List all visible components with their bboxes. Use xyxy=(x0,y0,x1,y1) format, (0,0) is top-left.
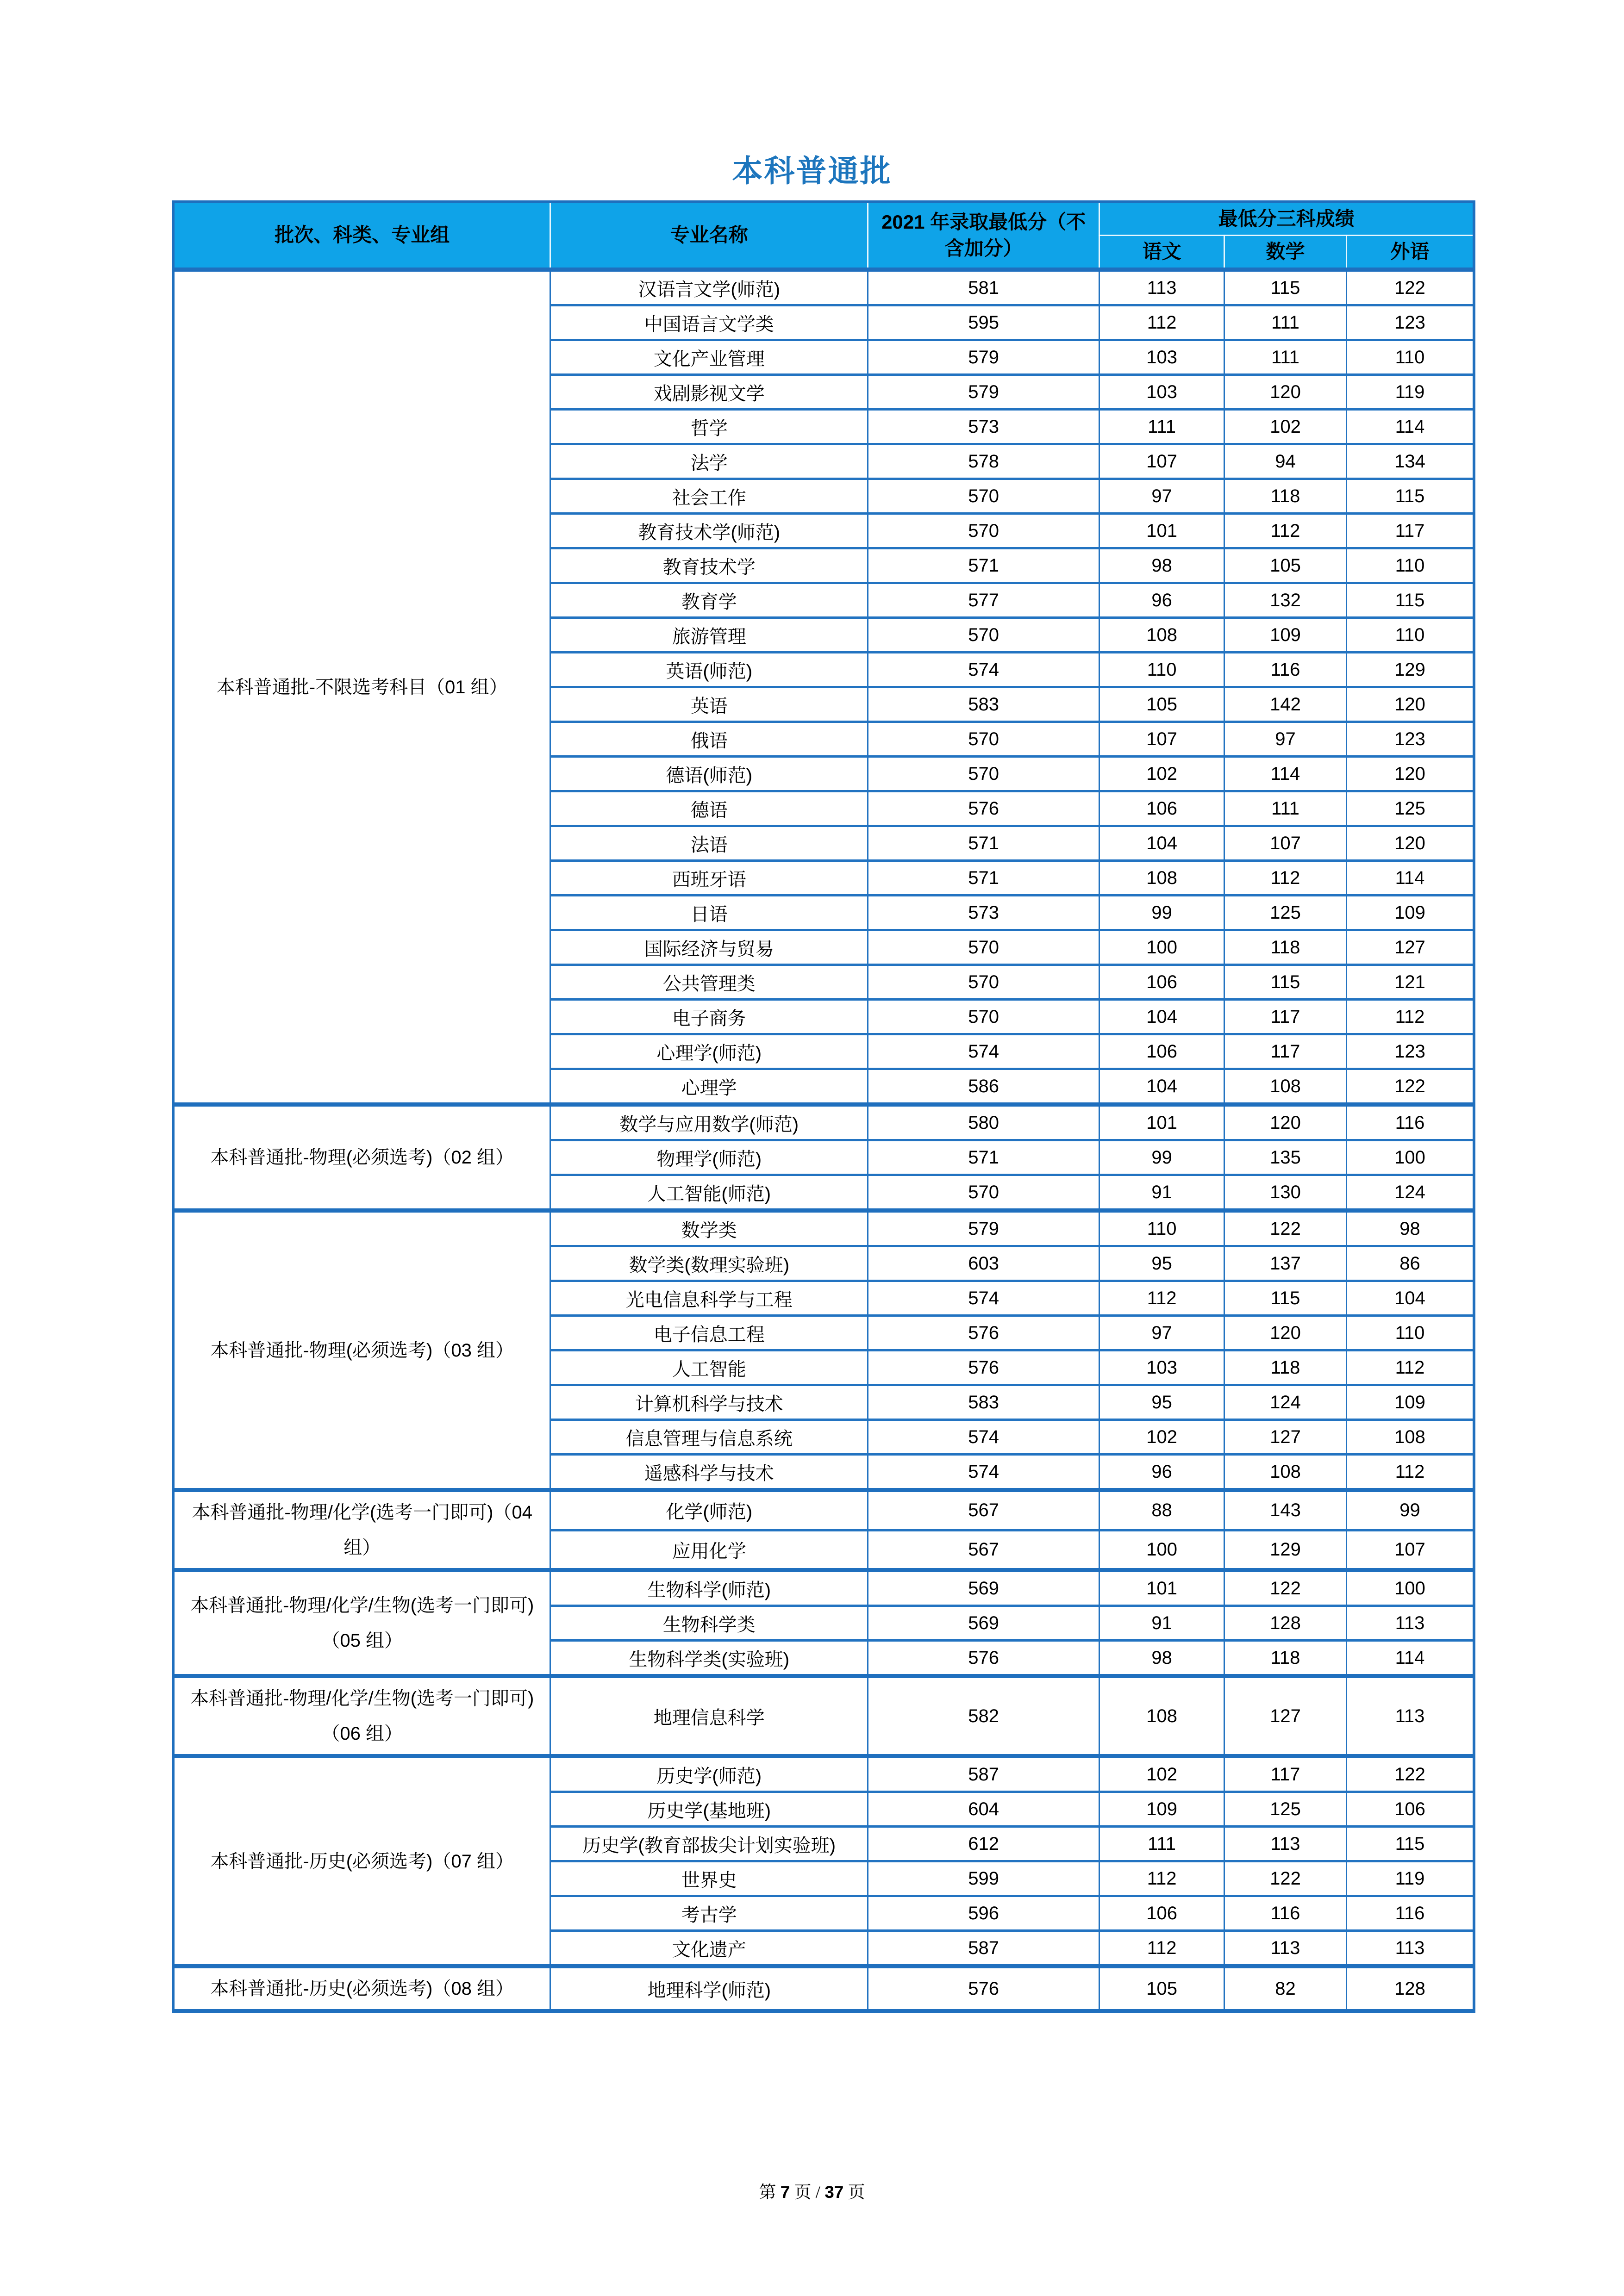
math-cell: 127 xyxy=(1224,1420,1346,1455)
math-cell: 115 xyxy=(1224,270,1346,305)
math-cell: 102 xyxy=(1224,410,1346,444)
chinese-cell: 112 xyxy=(1099,1861,1224,1896)
table-row xyxy=(173,1105,1474,1140)
score-cell: 583 xyxy=(868,687,1099,722)
score-header-line2: 含加分） xyxy=(944,237,1023,259)
foreign-cell: 123 xyxy=(1347,305,1474,340)
math-cell: 113 xyxy=(1224,1827,1346,1861)
foreign-cell: 116 xyxy=(1347,1896,1474,1931)
major-cell: 戏剧影视文学 xyxy=(550,375,868,410)
major-cell: 世界史 xyxy=(550,1861,868,1896)
chinese-cell: 98 xyxy=(1099,1641,1224,1676)
score-cell: 567 xyxy=(868,1530,1099,1570)
major-cell: 心理学 xyxy=(550,1069,868,1105)
chinese-cell: 106 xyxy=(1099,965,1224,1000)
chinese-cell: 97 xyxy=(1099,1316,1224,1350)
score-cell: 576 xyxy=(868,1316,1099,1350)
math-cell: 117 xyxy=(1224,1034,1346,1069)
math-cell: 122 xyxy=(1224,1861,1346,1896)
foreign-cell: 104 xyxy=(1347,1281,1474,1316)
score-cell: 577 xyxy=(868,583,1099,618)
chinese-cell: 98 xyxy=(1099,548,1224,583)
score-cell: 571 xyxy=(868,548,1099,583)
table-body xyxy=(173,270,1474,2011)
major-cell: 光电信息科学与工程 xyxy=(550,1281,868,1316)
score-cell: 573 xyxy=(868,896,1099,930)
footer-prefix: 第 xyxy=(759,2183,781,2202)
score-cell: 567 xyxy=(868,1490,1099,1531)
score-header-line1: 2021 年录取最低分（不 xyxy=(881,211,1086,233)
foreign-cell: 108 xyxy=(1347,1420,1474,1455)
chinese-cell: 104 xyxy=(1099,1000,1224,1034)
score-cell: 571 xyxy=(868,826,1099,861)
foreign-cell: 115 xyxy=(1347,1827,1474,1861)
score-cell: 576 xyxy=(868,1350,1099,1385)
major-cell: 信息管理与信息系统 xyxy=(550,1420,868,1455)
foreign-cell: 98 xyxy=(1347,1211,1474,1246)
math-cell: 129 xyxy=(1224,1530,1346,1570)
group-cell: 本科普通批-物理(必须选考)（02 组） xyxy=(173,1105,550,1211)
foreign-cell: 109 xyxy=(1347,1385,1474,1420)
chinese-cell: 106 xyxy=(1099,1034,1224,1069)
score-cell: 569 xyxy=(868,1606,1099,1641)
chinese-cell: 103 xyxy=(1099,1350,1224,1385)
chinese-cell: 106 xyxy=(1099,791,1224,826)
major-cell: 历史学(教育部拔尖计划实验班) xyxy=(550,1827,868,1861)
score-cell: 571 xyxy=(868,861,1099,896)
chinese-cell: 99 xyxy=(1099,896,1224,930)
math-cell: 142 xyxy=(1224,687,1346,722)
math-cell: 122 xyxy=(1224,1211,1346,1246)
math-cell: 120 xyxy=(1224,1316,1346,1350)
score-cell: 582 xyxy=(868,1676,1099,1756)
major-cell: 德语(师范) xyxy=(550,757,868,791)
score-cell: 574 xyxy=(868,1281,1099,1316)
math-cell: 118 xyxy=(1224,1350,1346,1385)
major-cell: 心理学(师范) xyxy=(550,1034,868,1069)
major-cell: 法语 xyxy=(550,826,868,861)
table-row xyxy=(173,1966,1474,2011)
batch-column-header: 批次、科类、专业组 xyxy=(173,202,550,270)
major-cell: 人工智能 xyxy=(550,1350,868,1385)
score-cell: 576 xyxy=(868,1641,1099,1676)
chinese-cell: 88 xyxy=(1099,1490,1224,1531)
major-cell: 西班牙语 xyxy=(550,861,868,896)
foreign-cell: 134 xyxy=(1347,444,1474,479)
chinese-cell: 107 xyxy=(1099,722,1224,757)
major-cell: 国际经济与贸易 xyxy=(550,930,868,965)
foreign-cell: 122 xyxy=(1347,270,1474,305)
chinese-cell: 109 xyxy=(1099,1792,1224,1827)
footer-middle: 页 / xyxy=(790,2183,825,2202)
score-cell: 596 xyxy=(868,1896,1099,1931)
foreign-cell: 114 xyxy=(1347,861,1474,896)
score-cell: 595 xyxy=(868,305,1099,340)
major-cell: 文化遗产 xyxy=(550,1931,868,1966)
score-cell: 576 xyxy=(868,1966,1099,2011)
score-cell: 570 xyxy=(868,930,1099,965)
score-column-header xyxy=(868,202,1099,270)
major-cell: 数学类(数理实验班) xyxy=(550,1246,868,1281)
group-cell: 本科普通批-物理(必须选考)（03 组） xyxy=(173,1211,550,1490)
major-cell: 公共管理类 xyxy=(550,965,868,1000)
chinese-cell: 105 xyxy=(1099,1966,1224,2011)
major-cell: 应用化学 xyxy=(550,1530,868,1570)
chinese-cell: 106 xyxy=(1099,1896,1224,1931)
table-row xyxy=(173,1676,1474,1756)
score-cell: 603 xyxy=(868,1246,1099,1281)
foreign-column-header: 外语 xyxy=(1347,236,1474,270)
foreign-cell: 110 xyxy=(1347,340,1474,375)
table-row xyxy=(173,1490,1474,1531)
chinese-cell: 112 xyxy=(1099,305,1224,340)
math-cell: 107 xyxy=(1224,826,1346,861)
major-column-header: 专业名称 xyxy=(550,202,868,270)
foreign-cell: 86 xyxy=(1347,1246,1474,1281)
foreign-cell: 119 xyxy=(1347,1861,1474,1896)
score-cell: 574 xyxy=(868,653,1099,687)
chinese-column-header: 语文 xyxy=(1099,236,1224,270)
major-cell: 计算机科学与技术 xyxy=(550,1385,868,1420)
major-cell: 历史学(师范) xyxy=(550,1756,868,1792)
chinese-cell: 113 xyxy=(1099,270,1224,305)
foreign-cell: 123 xyxy=(1347,1034,1474,1069)
foreign-cell: 120 xyxy=(1347,826,1474,861)
foreign-cell: 114 xyxy=(1347,1641,1474,1676)
foreign-cell: 120 xyxy=(1347,757,1474,791)
math-cell: 130 xyxy=(1224,1175,1346,1211)
chinese-cell: 108 xyxy=(1099,1676,1224,1756)
score-cell: 583 xyxy=(868,1385,1099,1420)
score-cell: 574 xyxy=(868,1034,1099,1069)
major-cell: 电子商务 xyxy=(550,1000,868,1034)
math-cell: 118 xyxy=(1224,479,1346,514)
foreign-cell: 99 xyxy=(1347,1490,1474,1531)
major-cell: 地理科学(师范) xyxy=(550,1966,868,2011)
major-cell: 人工智能(师范) xyxy=(550,1175,868,1211)
score-cell: 574 xyxy=(868,1455,1099,1490)
group-cell: 本科普通批-物理/化学(选考一门即可)（04 组） xyxy=(173,1490,550,1570)
major-cell: 教育学 xyxy=(550,583,868,618)
page-title: 本科普通批 xyxy=(732,154,892,188)
group-cell: 本科普通批-历史(必须选考)（07 组） xyxy=(173,1756,550,1966)
foreign-cell: 112 xyxy=(1347,1455,1474,1490)
table-header xyxy=(173,202,1474,270)
foreign-cell: 129 xyxy=(1347,653,1474,687)
foreign-cell: 122 xyxy=(1347,1069,1474,1105)
math-cell: 115 xyxy=(1224,965,1346,1000)
score-cell: 570 xyxy=(868,479,1099,514)
major-cell: 汉语言文学(师范) xyxy=(550,270,868,305)
score-cell: 579 xyxy=(868,1211,1099,1246)
chinese-cell: 102 xyxy=(1099,757,1224,791)
chinese-cell: 110 xyxy=(1099,1211,1224,1246)
major-cell: 生物科学(师范) xyxy=(550,1570,868,1606)
score-cell: 570 xyxy=(868,722,1099,757)
score-cell: 604 xyxy=(868,1792,1099,1827)
major-cell: 德语 xyxy=(550,791,868,826)
major-cell: 生物科学类 xyxy=(550,1606,868,1641)
foreign-cell: 114 xyxy=(1347,410,1474,444)
major-cell: 生物科学类(实验班) xyxy=(550,1641,868,1676)
chinese-cell: 95 xyxy=(1099,1246,1224,1281)
math-cell: 113 xyxy=(1224,1931,1346,1966)
math-cell: 118 xyxy=(1224,1641,1346,1676)
chinese-cell: 104 xyxy=(1099,826,1224,861)
math-cell: 109 xyxy=(1224,618,1346,653)
major-cell: 电子信息工程 xyxy=(550,1316,868,1350)
foreign-cell: 116 xyxy=(1347,1105,1474,1140)
math-cell: 117 xyxy=(1224,1000,1346,1034)
score-cell: 570 xyxy=(868,757,1099,791)
score-cell: 570 xyxy=(868,618,1099,653)
chinese-cell: 108 xyxy=(1099,861,1224,896)
table-row xyxy=(173,1570,1474,1606)
major-cell: 考古学 xyxy=(550,1896,868,1931)
math-cell: 97 xyxy=(1224,722,1346,757)
chinese-cell: 96 xyxy=(1099,1455,1224,1490)
chinese-cell: 104 xyxy=(1099,1069,1224,1105)
math-cell: 135 xyxy=(1224,1140,1346,1175)
foreign-cell: 110 xyxy=(1347,1316,1474,1350)
chinese-cell: 95 xyxy=(1099,1385,1224,1420)
math-cell: 112 xyxy=(1224,514,1346,548)
score-cell: 570 xyxy=(868,514,1099,548)
footer-suffix: 页 xyxy=(843,2183,865,2202)
math-cell: 116 xyxy=(1224,653,1346,687)
chinese-cell: 101 xyxy=(1099,1105,1224,1140)
foreign-cell: 112 xyxy=(1347,1350,1474,1385)
major-cell: 中国语言文学类 xyxy=(550,305,868,340)
chinese-cell: 105 xyxy=(1099,687,1224,722)
math-cell: 82 xyxy=(1224,1966,1346,2011)
major-cell: 物理学(师范) xyxy=(550,1140,868,1175)
foreign-cell: 115 xyxy=(1347,479,1474,514)
foreign-cell: 121 xyxy=(1347,965,1474,1000)
chinese-cell: 112 xyxy=(1099,1281,1224,1316)
math-cell: 108 xyxy=(1224,1069,1346,1105)
math-cell: 124 xyxy=(1224,1385,1346,1420)
chinese-cell: 102 xyxy=(1099,1420,1224,1455)
math-cell: 120 xyxy=(1224,375,1346,410)
chinese-cell: 101 xyxy=(1099,514,1224,548)
foreign-cell: 122 xyxy=(1347,1756,1474,1792)
foreign-cell: 113 xyxy=(1347,1931,1474,1966)
math-cell: 111 xyxy=(1224,305,1346,340)
math-cell: 143 xyxy=(1224,1490,1346,1531)
major-cell: 地理信息科学 xyxy=(550,1676,868,1756)
foreign-cell: 110 xyxy=(1347,548,1474,583)
score-cell: 570 xyxy=(868,965,1099,1000)
score-cell: 579 xyxy=(868,340,1099,375)
math-cell: 112 xyxy=(1224,861,1346,896)
math-cell: 125 xyxy=(1224,896,1346,930)
chinese-cell: 100 xyxy=(1099,1530,1224,1570)
table-row xyxy=(173,1211,1474,1246)
score-cell: 571 xyxy=(868,1140,1099,1175)
major-cell: 教育技术学 xyxy=(550,548,868,583)
major-cell: 英语 xyxy=(550,687,868,722)
chinese-cell: 100 xyxy=(1099,930,1224,965)
major-cell: 旅游管理 xyxy=(550,618,868,653)
score-cell: 576 xyxy=(868,791,1099,826)
group-cell: 本科普通批-不限选考科目（01 组） xyxy=(173,270,550,1105)
math-cell: 111 xyxy=(1224,791,1346,826)
math-cell: 132 xyxy=(1224,583,1346,618)
major-cell: 历史学(基地班) xyxy=(550,1792,868,1827)
math-cell: 114 xyxy=(1224,757,1346,791)
score-cell: 612 xyxy=(868,1827,1099,1861)
math-cell: 122 xyxy=(1224,1570,1346,1606)
chinese-cell: 107 xyxy=(1099,444,1224,479)
major-cell: 遥感科学与技术 xyxy=(550,1455,868,1490)
chinese-cell: 108 xyxy=(1099,618,1224,653)
major-cell: 社会工作 xyxy=(550,479,868,514)
foreign-cell: 100 xyxy=(1347,1140,1474,1175)
foreign-cell: 117 xyxy=(1347,514,1474,548)
chinese-cell: 110 xyxy=(1099,653,1224,687)
chinese-cell: 97 xyxy=(1099,479,1224,514)
major-cell: 俄语 xyxy=(550,722,868,757)
group-cell: 本科普通批-物理/化学/生物(选考一门即可)（06 组） xyxy=(173,1676,550,1756)
major-cell: 数学类 xyxy=(550,1211,868,1246)
foreign-cell: 106 xyxy=(1347,1792,1474,1827)
foreign-cell: 123 xyxy=(1347,722,1474,757)
score-cell: 578 xyxy=(868,444,1099,479)
foreign-cell: 120 xyxy=(1347,687,1474,722)
math-cell: 105 xyxy=(1224,548,1346,583)
score-cell: 569 xyxy=(868,1570,1099,1606)
foreign-cell: 119 xyxy=(1347,375,1474,410)
major-cell: 文化产业管理 xyxy=(550,340,868,375)
score-cell: 587 xyxy=(868,1756,1099,1792)
score-cell: 579 xyxy=(868,375,1099,410)
chinese-cell: 111 xyxy=(1099,410,1224,444)
page-footer xyxy=(0,2178,1624,2203)
score-cell: 570 xyxy=(868,1175,1099,1211)
major-cell: 数学与应用数学(师范) xyxy=(550,1105,868,1140)
major-cell: 法学 xyxy=(550,444,868,479)
math-cell: 116 xyxy=(1224,1896,1346,1931)
major-cell: 哲学 xyxy=(550,410,868,444)
table-header-row-top xyxy=(173,202,1474,236)
page-number: 7 xyxy=(780,2183,790,2202)
chinese-cell: 96 xyxy=(1099,583,1224,618)
chinese-cell: 102 xyxy=(1099,1756,1224,1792)
foreign-cell: 124 xyxy=(1347,1175,1474,1211)
math-cell: 120 xyxy=(1224,1105,1346,1140)
chinese-cell: 101 xyxy=(1099,1570,1224,1606)
math-cell: 117 xyxy=(1224,1756,1346,1792)
score-cell: 580 xyxy=(868,1105,1099,1140)
math-column-header: 数学 xyxy=(1224,236,1346,270)
chinese-cell: 91 xyxy=(1099,1606,1224,1641)
foreign-cell: 115 xyxy=(1347,583,1474,618)
foreign-cell: 100 xyxy=(1347,1570,1474,1606)
chinese-cell: 99 xyxy=(1099,1140,1224,1175)
chinese-cell: 103 xyxy=(1099,340,1224,375)
major-cell: 日语 xyxy=(550,896,868,930)
score-cell: 587 xyxy=(868,1931,1099,1966)
foreign-cell: 125 xyxy=(1347,791,1474,826)
math-cell: 108 xyxy=(1224,1455,1346,1490)
group-cell: 本科普通批-历史(必须选考)（08 组） xyxy=(173,1966,550,2011)
chinese-cell: 112 xyxy=(1099,1931,1224,1966)
score-cell: 574 xyxy=(868,1420,1099,1455)
foreign-cell: 127 xyxy=(1347,930,1474,965)
math-cell: 111 xyxy=(1224,340,1346,375)
score-cell: 570 xyxy=(868,1000,1099,1034)
math-cell: 125 xyxy=(1224,1792,1346,1827)
math-cell: 115 xyxy=(1224,1281,1346,1316)
foreign-cell: 107 xyxy=(1347,1530,1474,1570)
group-cell: 本科普通批-物理/化学/生物(选考一门即可)（05 组） xyxy=(173,1570,550,1676)
admissions-score-table xyxy=(172,200,1475,2013)
foreign-cell: 110 xyxy=(1347,618,1474,653)
table-row xyxy=(173,1756,1474,1792)
math-cell: 127 xyxy=(1224,1676,1346,1756)
table-row xyxy=(173,270,1474,305)
math-cell: 137 xyxy=(1224,1246,1346,1281)
foreign-cell: 109 xyxy=(1347,896,1474,930)
major-cell: 化学(师范) xyxy=(550,1490,868,1531)
score-cell: 581 xyxy=(868,270,1099,305)
chinese-cell: 111 xyxy=(1099,1827,1224,1861)
foreign-cell: 113 xyxy=(1347,1676,1474,1756)
major-cell: 英语(师范) xyxy=(550,653,868,687)
foreign-cell: 128 xyxy=(1347,1966,1474,2011)
chinese-cell: 103 xyxy=(1099,375,1224,410)
chinese-cell: 91 xyxy=(1099,1175,1224,1211)
three-subject-header: 最低分三科成绩 xyxy=(1099,202,1474,236)
foreign-cell: 112 xyxy=(1347,1000,1474,1034)
math-cell: 118 xyxy=(1224,930,1346,965)
math-cell: 94 xyxy=(1224,444,1346,479)
score-cell: 599 xyxy=(868,1861,1099,1896)
score-cell: 573 xyxy=(868,410,1099,444)
major-cell: 教育技术学(师范) xyxy=(550,514,868,548)
total-pages: 37 xyxy=(824,2183,844,2202)
math-cell: 128 xyxy=(1224,1606,1346,1641)
score-cell: 586 xyxy=(868,1069,1099,1105)
foreign-cell: 113 xyxy=(1347,1606,1474,1641)
